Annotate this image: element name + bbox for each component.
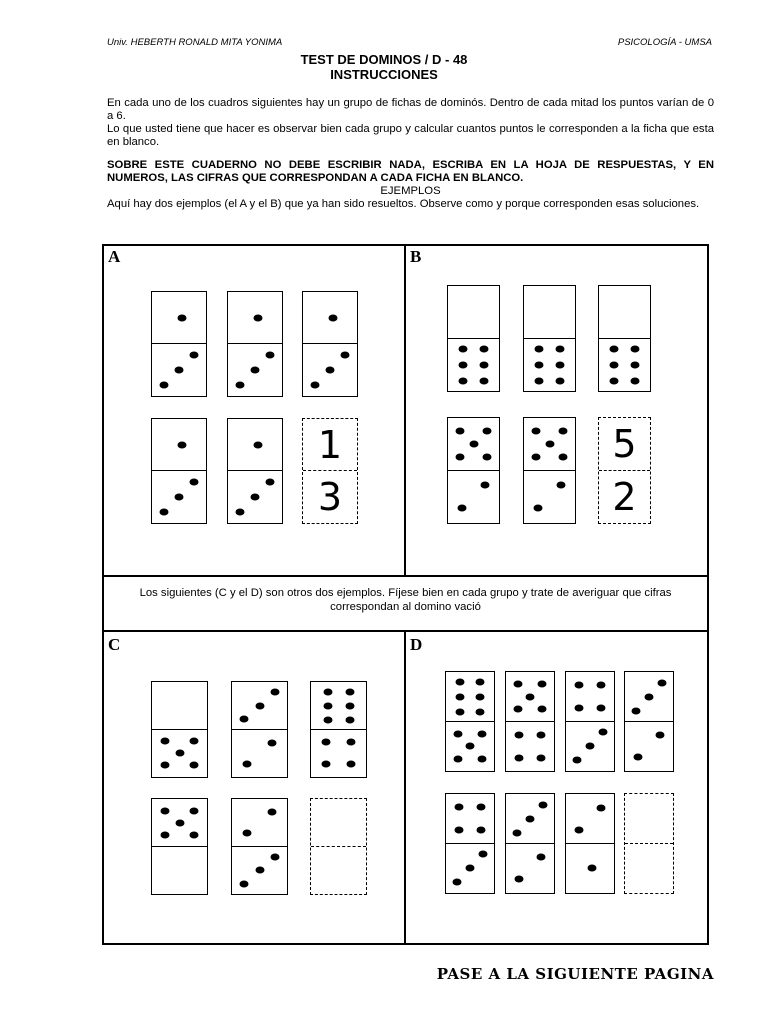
domino-pip xyxy=(456,454,465,461)
domino-pip xyxy=(456,678,465,685)
blank-domino xyxy=(598,417,651,524)
domino-top-half xyxy=(152,799,207,847)
domino-pip xyxy=(243,760,252,767)
domino-pip xyxy=(345,717,354,724)
domino-pip xyxy=(177,442,186,449)
middle-note: Los siguientes (C y el D) son otros dos ejemplos. Fíjese bien en cada grupo y trate de averiguar que cifras correspondan al domino vació xyxy=(139,587,672,613)
domino-pip xyxy=(240,716,249,723)
answer-top-number: 5 xyxy=(612,422,637,467)
domino-pip xyxy=(175,494,184,501)
domino-pip xyxy=(558,454,567,461)
panel-label: B xyxy=(410,247,422,266)
domino-pip xyxy=(514,731,523,738)
domino-bottom-half xyxy=(524,470,575,524)
domino-pip xyxy=(235,508,244,515)
domino-pip xyxy=(459,377,468,384)
domino-pip xyxy=(189,831,198,838)
domino-top-half xyxy=(625,794,673,844)
domino-pip xyxy=(534,505,543,512)
domino-pip xyxy=(538,706,547,713)
domino-pip xyxy=(630,377,639,384)
domino-bottom-half xyxy=(303,343,357,396)
domino-tile xyxy=(565,793,615,894)
domino-pip xyxy=(558,428,567,435)
domino-tile xyxy=(523,417,576,524)
domino-pip xyxy=(253,315,262,322)
domino-pip xyxy=(251,494,260,501)
domino-pip xyxy=(459,361,468,368)
domino-tile xyxy=(624,671,674,772)
domino-bottom-half xyxy=(152,846,207,895)
domino-bottom-half xyxy=(152,343,206,396)
domino-pip xyxy=(655,732,664,739)
domino-top-half xyxy=(303,292,357,344)
domino-pip xyxy=(630,346,639,353)
domino-pip xyxy=(532,428,541,435)
domino-top-half xyxy=(152,419,206,471)
domino-pip xyxy=(466,865,475,872)
domino-bottom-half xyxy=(152,729,207,778)
domino-tile xyxy=(302,291,358,397)
domino-top-half xyxy=(446,794,494,844)
domino-pip xyxy=(266,479,275,486)
domino-pip xyxy=(321,761,330,768)
domino-pip xyxy=(556,482,565,489)
domino-bottom-half xyxy=(625,721,673,772)
domino-pip xyxy=(479,361,488,368)
page-title: TEST DE DOMINOS / D - 48 xyxy=(300,52,468,67)
domino-top-half xyxy=(152,292,206,344)
domino-pip xyxy=(235,381,244,388)
domino-pip xyxy=(610,361,619,368)
panel-c xyxy=(104,632,404,943)
domino-pip xyxy=(161,738,170,745)
domino-pip xyxy=(345,702,354,709)
domino-pip xyxy=(610,346,619,353)
domino-pip xyxy=(159,381,168,388)
domino-pip xyxy=(326,367,335,374)
domino-pip xyxy=(456,693,465,700)
panel-label: A xyxy=(108,247,121,266)
domino-tile xyxy=(523,285,576,392)
domino-top-half xyxy=(448,286,499,339)
domino-tile xyxy=(445,793,495,894)
domino-top-half xyxy=(448,418,499,471)
domino-bottom-half xyxy=(448,338,499,392)
domino-pip xyxy=(477,827,486,834)
domino-pip xyxy=(535,346,544,353)
domino-bottom-half xyxy=(228,470,282,523)
domino-pip xyxy=(458,505,467,512)
domino-pip xyxy=(538,681,547,688)
domino-tile xyxy=(447,285,500,392)
domino-pip xyxy=(515,876,524,883)
domino-pip xyxy=(631,707,640,714)
instructions-paragraph-1: En cada uno de los cuadros siguientes hay un grupo de fichas de dominós. Dentro de cada mitad los puntos varían de 0 a 6. xyxy=(107,97,714,123)
domino-pip xyxy=(479,377,488,384)
domino-pip xyxy=(526,815,535,822)
domino-pip xyxy=(597,705,606,712)
domino-pip xyxy=(266,352,275,359)
domino-pip xyxy=(345,688,354,695)
domino-pip xyxy=(453,755,462,762)
domino-pip xyxy=(475,693,484,700)
domino-pip xyxy=(526,693,535,700)
domino-pip xyxy=(270,689,279,696)
domino-pip xyxy=(347,761,356,768)
domino-bottom-half xyxy=(599,470,650,524)
divider-top-middle xyxy=(102,575,709,577)
domino-tile xyxy=(505,671,555,772)
domino-top-half xyxy=(228,292,282,344)
domino-pip xyxy=(477,804,486,811)
domino-pip xyxy=(482,428,491,435)
domino-tile xyxy=(151,418,207,524)
domino-pip xyxy=(175,750,184,757)
domino-pip xyxy=(190,352,199,359)
page-subtitle: INSTRUCCIONES xyxy=(330,67,438,82)
instructions-paragraph-2: Lo que usted tiene que hacer es observar bien cada grupo y calcular cuantos puntos le corresponden a la ficha que esta en blanco. xyxy=(107,123,714,149)
domino-pip xyxy=(189,807,198,814)
domino-pip xyxy=(310,381,319,388)
domino-top-half xyxy=(599,418,650,471)
panel-d xyxy=(406,632,707,943)
domino-tile xyxy=(231,798,288,895)
domino-top-half xyxy=(524,286,575,339)
panel-label: D xyxy=(410,635,423,654)
domino-tile xyxy=(505,793,555,894)
domino-pip xyxy=(610,377,619,384)
domino-bottom-half xyxy=(232,846,287,895)
domino-pip xyxy=(267,809,276,816)
domino-pip xyxy=(159,508,168,515)
domino-pip xyxy=(466,743,475,750)
domino-pip xyxy=(177,315,186,322)
domino-pip xyxy=(513,681,522,688)
domino-top-half xyxy=(228,419,282,471)
domino-top-half xyxy=(446,672,494,722)
domino-pip xyxy=(189,762,198,769)
domino-pip xyxy=(251,367,260,374)
domino-pip xyxy=(175,819,184,826)
domino-pip xyxy=(539,801,548,808)
domino-pip xyxy=(555,377,564,384)
domino-pip xyxy=(597,682,606,689)
domino-bottom-half xyxy=(625,843,673,894)
domino-pip xyxy=(480,482,489,489)
domino-pip xyxy=(586,743,595,750)
domino-top-half xyxy=(625,672,673,722)
answer-top-number: 1 xyxy=(317,423,343,467)
domino-pip xyxy=(469,441,478,448)
examples-text: Aquí hay dos ejemplos (el A y el B) que ya han sido resueltos. Observe como y porque corresponden esas soluciones. xyxy=(107,198,700,210)
domino-bottom-half xyxy=(303,470,357,523)
domino-pip xyxy=(161,807,170,814)
domino-pip xyxy=(658,679,667,686)
domino-pip xyxy=(535,361,544,368)
domino-pip xyxy=(596,804,605,811)
domino-pip xyxy=(599,729,608,736)
domino-pip xyxy=(574,705,583,712)
domino-pip xyxy=(574,682,583,689)
instructions-warning: SOBRE ESTE CUADERNO NO DEBE ESCRIBIR NADA, ESCRIBA EN LA HOJA DE RESPUESTAS, Y EN NUMEROS, LAS CIFRAS QUE CORRESPONDAN A CADA FICHA EN BLANCO. xyxy=(107,159,714,185)
domino-pip xyxy=(456,428,465,435)
blank-domino xyxy=(624,793,674,894)
panel-a xyxy=(104,246,404,575)
domino-pip xyxy=(270,853,279,860)
domino-bottom-half xyxy=(506,721,554,772)
domino-pip xyxy=(240,880,249,887)
domino-pip xyxy=(479,346,488,353)
domino-pip xyxy=(572,757,581,764)
domino-pip xyxy=(532,454,541,461)
domino-pip xyxy=(555,346,564,353)
domino-pip xyxy=(478,755,487,762)
domino-tile xyxy=(151,798,208,895)
domino-pip xyxy=(555,361,564,368)
domino-pip xyxy=(190,479,199,486)
domino-pip xyxy=(255,867,264,874)
domino-top-half xyxy=(506,672,554,722)
domino-pip xyxy=(545,441,554,448)
domino-pip xyxy=(453,730,462,737)
examples-heading: EJEMPLOS xyxy=(380,185,441,197)
domino-pip xyxy=(255,702,264,709)
domino-pip xyxy=(537,754,546,761)
domino-pip xyxy=(536,854,545,861)
domino-bottom-half xyxy=(506,843,554,894)
domino-top-half xyxy=(232,799,287,847)
domino-tile xyxy=(151,291,207,397)
domino-top-half xyxy=(152,682,207,730)
domino-bottom-half xyxy=(311,729,366,778)
answer-bottom-number: 3 xyxy=(317,475,343,519)
domino-tile xyxy=(445,671,495,772)
domino-pip xyxy=(243,830,252,837)
domino-top-half xyxy=(232,682,287,730)
domino-pip xyxy=(535,377,544,384)
domino-pip xyxy=(253,442,262,449)
domino-bottom-half xyxy=(599,338,650,392)
domino-top-half xyxy=(599,286,650,339)
domino-top-half xyxy=(566,794,614,844)
domino-tile xyxy=(447,417,500,524)
domino-bottom-half xyxy=(566,721,614,772)
domino-top-half xyxy=(311,682,366,730)
domino-pip xyxy=(482,454,491,461)
domino-pip xyxy=(456,708,465,715)
domino-pip xyxy=(323,702,332,709)
domino-top-half xyxy=(524,418,575,471)
domino-pip xyxy=(475,708,484,715)
blank-domino xyxy=(310,798,367,895)
domino-top-half xyxy=(566,672,614,722)
domino-bottom-half xyxy=(228,343,282,396)
domino-tile xyxy=(227,418,283,524)
domino-pip xyxy=(537,731,546,738)
panel-label: C xyxy=(108,635,121,654)
domino-bottom-half xyxy=(446,843,494,894)
domino-top-half xyxy=(311,799,366,847)
domino-pip xyxy=(575,826,584,833)
domino-tile xyxy=(310,681,367,778)
domino-bottom-half xyxy=(152,470,206,523)
panel-b xyxy=(406,246,707,575)
answer-bottom-number: 2 xyxy=(612,474,637,519)
domino-pip xyxy=(321,739,330,746)
domino-pip xyxy=(513,706,522,713)
domino-tile xyxy=(565,671,615,772)
domino-tile xyxy=(151,681,208,778)
domino-pip xyxy=(323,688,332,695)
domino-pip xyxy=(341,352,350,359)
domino-bottom-half xyxy=(524,338,575,392)
domino-pip xyxy=(479,851,488,858)
domino-tile xyxy=(227,291,283,397)
author-header: Univ. HEBERTH RONALD MITA YONIMA xyxy=(107,37,283,48)
domino-pip xyxy=(161,762,170,769)
domino-bottom-half xyxy=(446,721,494,772)
domino-top-half xyxy=(303,419,357,471)
domino-pip xyxy=(588,865,597,872)
domino-bottom-half xyxy=(311,846,366,895)
domino-pip xyxy=(328,315,337,322)
domino-pip xyxy=(478,730,487,737)
domino-bottom-half xyxy=(566,843,614,894)
domino-bottom-half xyxy=(232,729,287,778)
next-page-footer: PASE A LA SIGUIENTE PAGINA xyxy=(436,965,714,983)
domino-pip xyxy=(323,717,332,724)
domino-pip xyxy=(454,804,463,811)
domino-pip xyxy=(630,361,639,368)
domino-tile xyxy=(231,681,288,778)
domino-tile xyxy=(598,285,651,392)
domino-top-half xyxy=(506,794,554,844)
domino-pip xyxy=(634,754,643,761)
faculty-header: PSICOLOGÍA - UMSA xyxy=(617,37,712,48)
domino-pip xyxy=(175,367,184,374)
domino-pip xyxy=(267,739,276,746)
domino-pip xyxy=(645,693,654,700)
domino-pip xyxy=(514,754,523,761)
domino-pip xyxy=(161,831,170,838)
domino-pip xyxy=(512,829,521,836)
blank-domino xyxy=(302,418,358,524)
domino-pip xyxy=(347,739,356,746)
domino-pip xyxy=(454,827,463,834)
domino-pip xyxy=(189,738,198,745)
domino-pip xyxy=(452,879,461,886)
domino-pip xyxy=(475,678,484,685)
domino-pip xyxy=(459,346,468,353)
domino-bottom-half xyxy=(448,470,499,524)
